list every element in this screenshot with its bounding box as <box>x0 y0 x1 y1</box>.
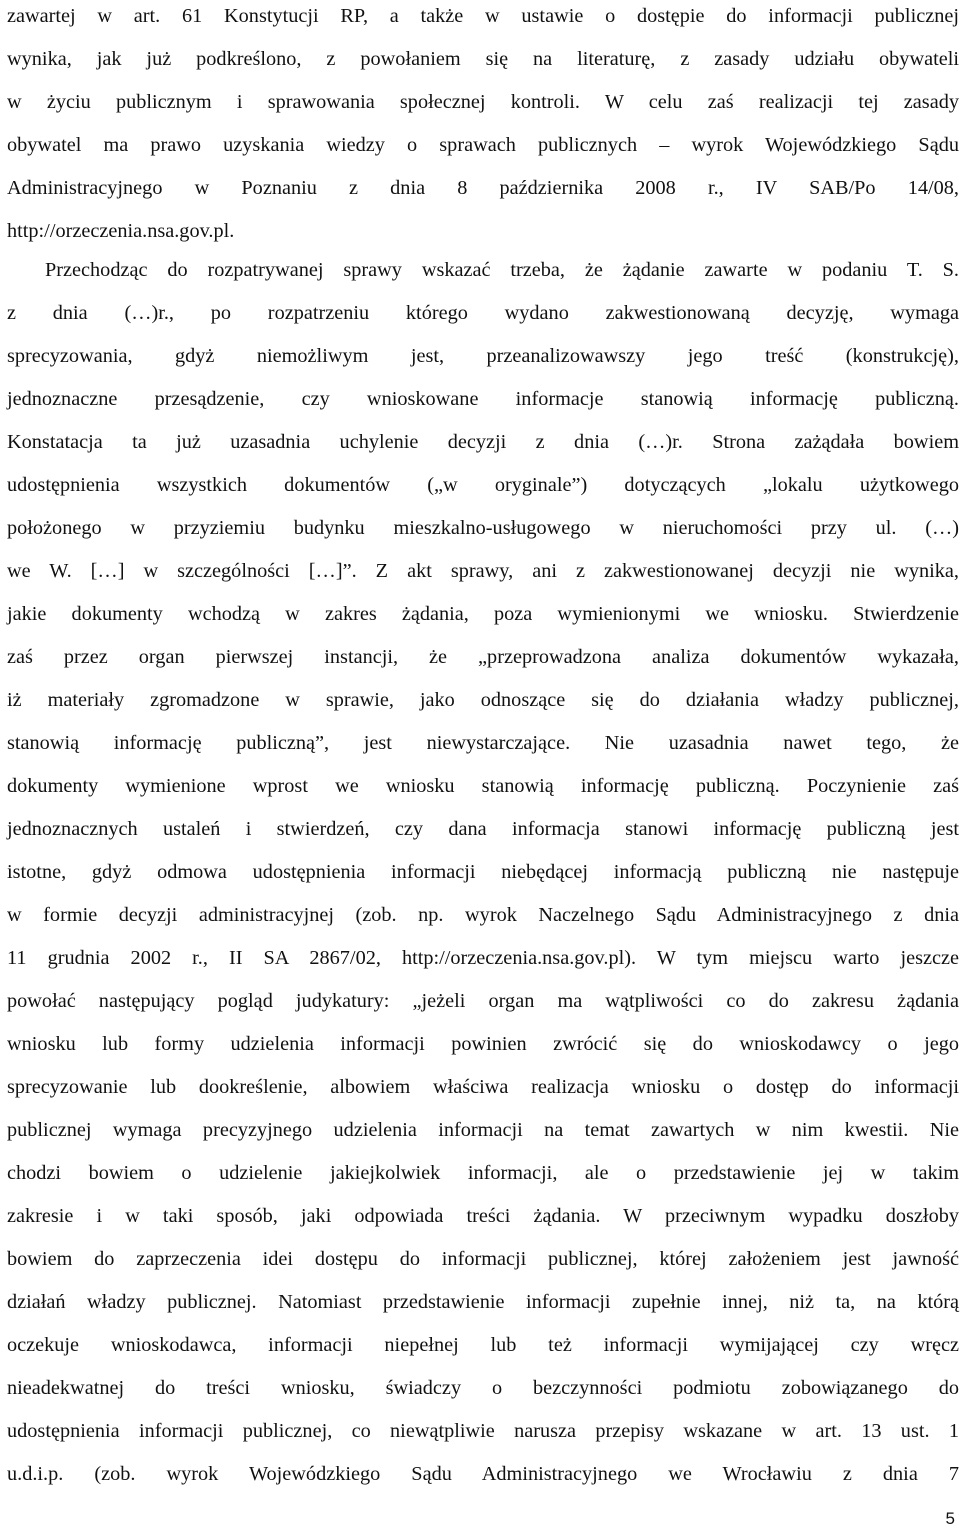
text-line: stanowią informację publiczną”, jest niewystarczające. Nie uzasadnia nawet tego, że <box>7 732 959 754</box>
text-line: we W. […] w szczególności […]”. Z akt sprawy, ani z zakwestionowanej decyzji nie wynika, <box>7 560 959 582</box>
text-line: powołać następujący pogląd judykatury: „jeżeli organ ma wątpliwości co do zakresu żądania <box>7 990 959 1012</box>
text-line: Administracyjnego w Poznaniu z dnia 8 października 2008 r., IV SAB/Po 14/08, <box>7 177 959 199</box>
text-line: wynika, jak już podkreślono, z powołaniem się na literaturę, z zasady udziału obywateli <box>7 48 959 70</box>
text-line: wniosku lub formy udzielenia informacji powinien zwrócić się do wnioskodawcy o jego <box>7 1033 959 1055</box>
text-line: udostępnienia informacji publicznej, co niewątpliwie narusza przepisy wskazane w art. 13 ust. 1 <box>7 1420 959 1442</box>
text-line: zaś przez organ pierwszej instancji, że „przeprowadzona analiza dokumentów wykazała, <box>7 646 959 668</box>
text-line: jednoznaczne przesądzenie, czy wnioskowane informacje stanowią informację publiczną. <box>7 388 959 410</box>
text-line: jednoznacznych ustaleń i stwierdzeń, czy dana informacja stanowi informację publiczną jest <box>7 818 959 840</box>
text-line: 11 grudnia 2002 r., II SA 2867/02, http://orzeczenia.nsa.gov.pl). W tym miejscu warto jeszcze <box>7 947 959 969</box>
text-line: chodzi bowiem o udzielenie jakiejkolwiek informacji, ale o przedstawienie jej w takim <box>7 1162 959 1184</box>
text-line: zawartej w art. 61 Konstytucji RP, a także w ustawie o dostępie do informacji publicznej <box>7 5 959 27</box>
text-line: publicznej wymaga precyzyjnego udzielenia informacji na temat zawartych w nim kwestii. Nie <box>7 1119 959 1141</box>
text-line: udostępnienia wszystkich dokumentów („w oryginale”) dotyczących „lokalu użytkowego <box>7 474 959 496</box>
text-line: obywatel ma prawo uzyskania wiedzy o sprawach publicznych – wyrok Wojewódzkiego Sądu <box>7 134 959 156</box>
text-line: oczekuje wnioskodawca, informacji niepełnej lub też informacji wymijającej czy wręcz <box>7 1334 959 1356</box>
text-line: jakie dokumenty wchodzą w zakres żądania, poza wymienionymi we wniosku. Stwierdzenie <box>7 603 959 625</box>
text-line: działań władzy publicznej. Natomiast przedstawienie informacji zupełnie innej, niż ta, na którą <box>7 1291 959 1313</box>
text-line: dokumenty wymienione wprost we wniosku stanowią informację publiczną. Poczynienie zaś <box>7 775 959 797</box>
text-line: nieadekwatnej do treści wniosku, świadczy o bezczynności podmiotu zobowiązanego do <box>7 1377 959 1399</box>
text-line: w formie decyzji administracyjnej (zob. np. wyrok Naczelnego Sądu Administracyjnego z dnia <box>7 904 959 926</box>
text-line: w życiu publicznym i sprawowania społecznej kontroli. W celu zaś realizacji tej zasady <box>7 91 959 113</box>
text-line: położonego w przyziemiu budynku mieszkalno-usługowego w nieruchomości przy ul. (…) <box>7 517 959 539</box>
paragraph-first-line: Przechodząc do rozpatrywanej sprawy wskazać trzeba, że żądanie zawarte w podaniu T. S. <box>45 259 959 281</box>
page-number: 5 <box>945 1509 955 1528</box>
text-line: sprecyzowania, gdyż niemożliwym jest, przeanalizowawszy jego treść (konstrukcję), <box>7 345 959 367</box>
text-line: bowiem do zaprzeczenia idei dostępu do informacji publicznej, której założeniem jest jawność <box>7 1248 959 1270</box>
text-line-paragraph-end: http://orzeczenia.nsa.gov.pl. <box>7 220 235 242</box>
text-line: z dnia (…)r., po rozpatrzeniu którego wydano zakwestionowaną decyzję, wymaga <box>7 302 959 324</box>
text-line: u.d.i.p. (zob. wyrok Wojewódzkiego Sądu Administracyjnego we Wrocławiu z dnia 7 <box>7 1463 959 1485</box>
text-line: sprecyzowanie lub dookreślenie, albowiem właściwa realizacja wniosku o dostęp do informacji <box>7 1076 959 1098</box>
text-line: Konstatacja ta już uzasadnia uchylenie decyzji z dnia (…)r. Strona zażądała bowiem <box>7 431 959 453</box>
text-line: istotne, gdyż odmowa udostępnienia informacji niebędącej informacją publiczną nie następuje <box>7 861 959 883</box>
text-line: zakresie i w taki sposób, jaki odpowiada treści żądania. W przeciwnym wypadku doszłoby <box>7 1205 959 1227</box>
text-line: iż materiały zgromadzone w sprawie, jako odnoszące się do działania władzy publicznej, <box>7 689 959 711</box>
